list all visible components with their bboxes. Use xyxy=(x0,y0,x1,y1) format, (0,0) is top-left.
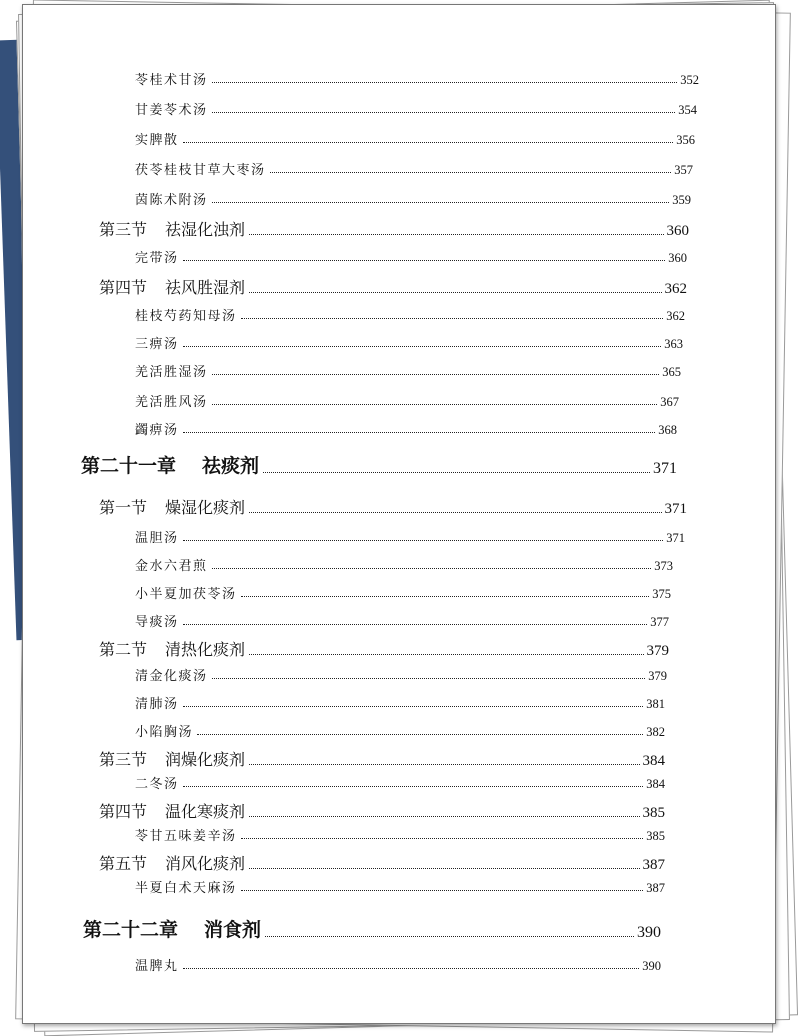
dot-leader xyxy=(249,816,639,817)
dot-leader xyxy=(183,786,644,787)
page-number: 390 xyxy=(637,924,661,941)
toc-title: 甘姜苓术汤 xyxy=(135,103,208,118)
toc-title: 燥湿化痰剂 xyxy=(165,498,246,517)
toc-number: 第三节 xyxy=(99,750,148,769)
dot-leader xyxy=(249,512,661,513)
toc-title: 温化寒痰剂 xyxy=(165,802,246,821)
toc-number: 第四节 xyxy=(99,802,148,821)
toc-chapter-heading[interactable] xyxy=(81,451,677,478)
page-number: 382 xyxy=(646,725,665,739)
toc-section-heading[interactable] xyxy=(99,747,665,770)
page-number: 368 xyxy=(658,423,677,437)
toc-entry[interactable] xyxy=(135,419,677,438)
page-number: 363 xyxy=(664,337,683,351)
dot-leader xyxy=(265,936,634,937)
dot-leader xyxy=(212,82,678,83)
dot-leader xyxy=(183,706,644,707)
toc-number: 第四节 xyxy=(99,278,148,297)
toc-entry[interactable] xyxy=(135,305,685,324)
dot-leader xyxy=(212,374,660,375)
dot-leader xyxy=(183,346,662,347)
page-number: 377 xyxy=(650,615,669,629)
toc-entry[interactable] xyxy=(135,665,667,684)
page-number: 360 xyxy=(666,223,689,239)
toc-title: 三痹汤 xyxy=(135,337,179,352)
toc-title: 苓甘五味姜辛汤 xyxy=(135,829,237,844)
toc-entry[interactable] xyxy=(135,773,665,792)
toc-title: 实脾散 xyxy=(135,133,179,148)
dot-leader xyxy=(249,654,643,655)
toc-number: 第二十一章 xyxy=(81,455,177,477)
toc-entry[interactable] xyxy=(135,555,673,574)
dot-leader xyxy=(212,112,676,113)
toc-entry[interactable] xyxy=(135,189,691,208)
toc-entry[interactable] xyxy=(135,955,661,974)
page-number: 371 xyxy=(666,531,685,545)
toc-number: 第二十二章 xyxy=(83,919,179,941)
dot-leader xyxy=(183,432,656,433)
page-number: 362 xyxy=(664,281,687,297)
toc-title: 苓桂术甘汤 xyxy=(135,73,208,88)
toc-title: 消食剂 xyxy=(204,919,262,941)
toc-title: 完带汤 xyxy=(135,251,179,266)
toc-title: 清肺汤 xyxy=(135,697,179,712)
page-number: 360 xyxy=(668,251,687,265)
page-number: 371 xyxy=(653,460,677,477)
page-number: 367 xyxy=(660,395,679,409)
toc-section-heading[interactable] xyxy=(99,275,687,298)
dot-leader xyxy=(249,292,661,293)
toc-entry[interactable] xyxy=(135,825,665,844)
toc-entry[interactable] xyxy=(135,877,665,896)
toc-entry[interactable] xyxy=(135,99,697,118)
toc-title: 金水六君煎 xyxy=(135,559,208,574)
page-number: 365 xyxy=(662,365,681,379)
dot-leader xyxy=(241,318,664,319)
toc-title: 羌活胜湿汤 xyxy=(135,365,208,380)
dot-leader xyxy=(212,404,658,405)
toc-page xyxy=(22,4,776,1024)
page-number: 387 xyxy=(646,881,665,895)
page-number: 390 xyxy=(642,959,661,973)
dot-leader xyxy=(249,868,639,869)
toc-entry[interactable] xyxy=(135,247,687,266)
toc-title: 消风化痰剂 xyxy=(165,854,246,873)
page-number: 357 xyxy=(674,163,693,177)
toc-entry[interactable] xyxy=(135,361,681,380)
toc-title: 温胆汤 xyxy=(135,531,179,546)
toc-title: 小半夏加茯苓汤 xyxy=(135,587,237,602)
page-number: 354 xyxy=(678,103,697,117)
page-number: 356 xyxy=(676,133,695,147)
toc-section-heading[interactable] xyxy=(99,637,669,660)
toc-entry[interactable] xyxy=(135,333,683,352)
toc-title: 小陷胸汤 xyxy=(135,725,194,740)
dot-leader xyxy=(212,568,652,569)
toc-title: 羌活胜风汤 xyxy=(135,395,208,410)
page-number: 379 xyxy=(648,669,667,683)
toc-section-heading[interactable] xyxy=(99,495,687,518)
toc-entry[interactable] xyxy=(135,693,665,712)
toc-entry[interactable] xyxy=(135,129,695,148)
toc-title: 清金化痰汤 xyxy=(135,669,208,684)
toc-title: 清热化痰剂 xyxy=(165,640,246,659)
toc-section-heading[interactable] xyxy=(99,217,689,240)
toc-title: 二冬汤 xyxy=(135,777,179,792)
page-number: 385 xyxy=(646,829,665,843)
dot-leader xyxy=(249,764,639,765)
toc-title: 祛风胜湿剂 xyxy=(165,278,246,297)
dot-leader xyxy=(183,260,666,261)
page-number: 387 xyxy=(642,857,665,873)
dot-leader xyxy=(241,838,644,839)
toc-entry[interactable] xyxy=(135,583,671,602)
toc-title: 桂枝芍药知母汤 xyxy=(135,309,237,324)
page-number: 375 xyxy=(652,587,671,601)
toc-title: 茯苓桂枝甘草大枣汤 xyxy=(135,163,266,178)
dot-leader xyxy=(183,968,640,969)
toc-entry[interactable] xyxy=(135,611,669,630)
dot-leader xyxy=(249,234,663,235)
page-number: 381 xyxy=(646,697,665,711)
page-number: 385 xyxy=(642,805,665,821)
dot-leader xyxy=(197,734,643,735)
toc-entry[interactable] xyxy=(135,527,685,546)
toc-entry[interactable] xyxy=(135,69,699,88)
dot-leader xyxy=(270,172,672,173)
page-number: 384 xyxy=(642,753,665,769)
toc-title: 导痰汤 xyxy=(135,615,179,630)
page-number: 359 xyxy=(672,193,691,207)
toc-number: 第一节 xyxy=(99,498,148,517)
page-number: 362 xyxy=(666,309,685,323)
dot-leader xyxy=(183,142,674,143)
toc-title: 半夏白术天麻汤 xyxy=(135,881,237,896)
toc-entry[interactable] xyxy=(135,391,679,410)
toc-section-heading[interactable] xyxy=(99,799,665,822)
toc-title: 蠲痹汤 xyxy=(135,423,179,438)
page-number: 384 xyxy=(646,777,665,791)
dot-leader xyxy=(241,890,644,891)
toc-entry[interactable] xyxy=(135,721,665,740)
dot-leader xyxy=(212,202,670,203)
dot-leader xyxy=(263,472,650,473)
toc-title: 茵陈术附汤 xyxy=(135,193,208,208)
toc-section-heading[interactable] xyxy=(99,851,665,874)
page-number: 373 xyxy=(654,559,673,573)
toc-chapter-heading[interactable] xyxy=(83,915,661,942)
toc-number: 第五节 xyxy=(99,854,148,873)
page-number: 371 xyxy=(664,501,687,517)
toc-number: 第二节 xyxy=(99,640,148,659)
toc-title: 润燥化痰剂 xyxy=(165,750,246,769)
page-number: 352 xyxy=(680,73,699,87)
dot-leader xyxy=(183,540,664,541)
toc-title: 祛痰剂 xyxy=(202,455,260,477)
dot-leader xyxy=(212,678,646,679)
toc-number: 第三节 xyxy=(99,220,148,239)
page-number: 379 xyxy=(646,643,669,659)
toc-title: 温脾丸 xyxy=(135,959,179,974)
dot-leader xyxy=(183,624,648,625)
toc-title: 祛湿化浊剂 xyxy=(165,220,246,239)
dot-leader xyxy=(241,596,650,597)
toc-entry[interactable] xyxy=(135,159,693,178)
